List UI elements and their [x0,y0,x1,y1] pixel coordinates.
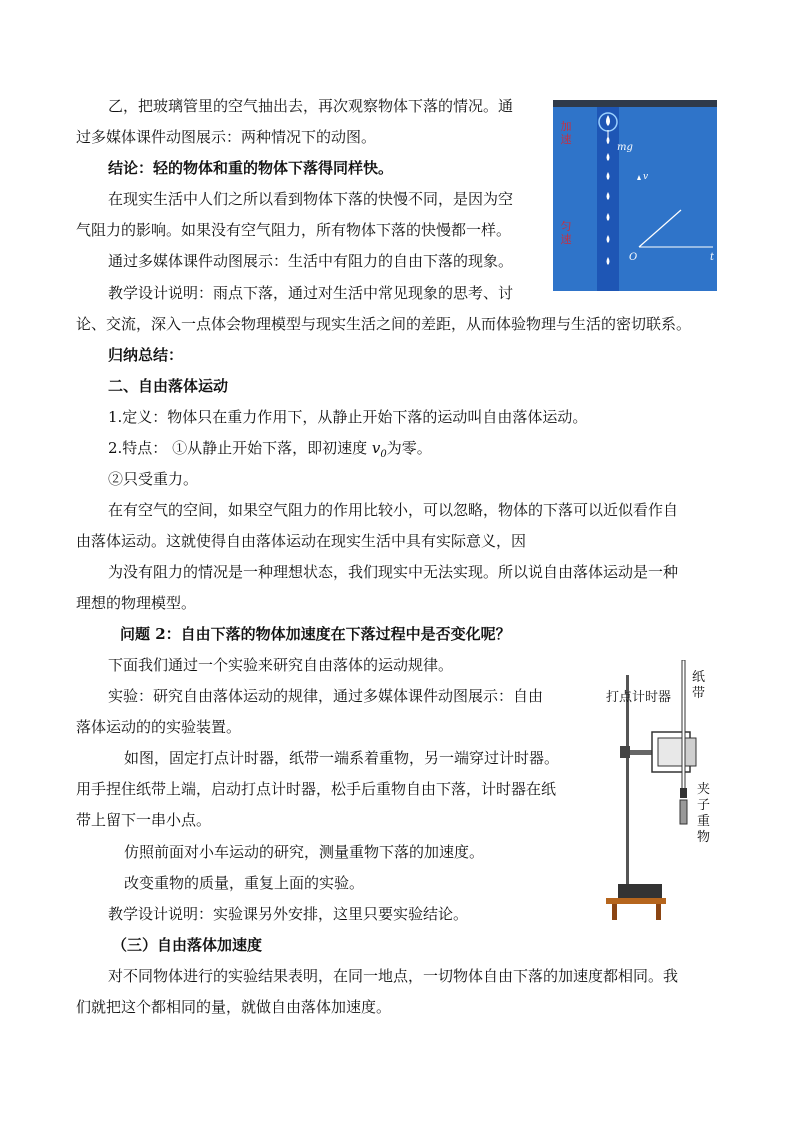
para-line: 对不同物体进行的实验结果表明，在同一地点，一切物体自由下落的加速度都相同。我 [108,967,679,985]
clamp-knob [620,746,630,758]
para-line: 通过多媒体课件动图展示：生活中有阻力的自由下落的现象。 [108,252,514,270]
question-heading: 问题 2：自由下落的物体加速度在下落过程中是否变化呢？ [120,625,511,643]
label-weight: 重物 [697,814,711,845]
para-line: 带上留下一串小点。 [76,811,212,829]
para-line: 用手捏住纸带上端，启动打点计时器，松手后重物自由下落，计时器在纸 [76,780,557,798]
weight [680,800,687,824]
label-origin: O [629,252,638,263]
label-mg: mg [617,142,633,153]
para-line: 在现实生活中人们之所以看到物体下落的快慢不同，是因为空 [108,190,514,208]
para-line: 们就把这个都相同的量，就做自由落体加速度。 [76,998,392,1016]
raindrop-figure [553,100,717,291]
conclusion: 结论：轻的物体和重的物体下落得同样快。 [108,159,394,177]
para-line: 由落体运动。这就使得自由落体运动在现实生活中具有实际意义，因 [76,532,527,550]
table-top [606,898,666,904]
para-line: 过多媒体课件动图展示：两种情况下的动图。 [76,128,377,146]
para-line: 为没有阻力的情况是一种理想状态，我们现实中无法实现。所以说自由落体运动是一种 [108,563,679,581]
stand-base [618,884,662,898]
paper-tape [682,660,685,790]
feature-suffix: 为零。 [386,439,432,457]
feature-prefix: 2.特点： ①从静止开始下落，即初速度 [108,439,372,457]
label-clip: 夹子 [697,782,711,813]
v0-subscript: 0 [380,449,387,460]
feature-line: ②只受重力。 [108,470,199,488]
timer-panel [658,738,684,766]
para-line: 落体运动的的实验装置。 [76,718,242,736]
clip [680,788,687,798]
label-uniform: 匀速 [560,220,572,246]
para-line: 教学设计说明：雨点下落，通过对生活中常见现象的思考、讨 [108,284,514,302]
label-timer: 打点计时器 [606,690,672,705]
para-line: 气阻力的影响。如果没有空气阻力，所有物体下落的快慢都一样。 [76,221,512,239]
label-t: t [710,252,715,263]
summary-heading: 归纳总结： [108,346,184,364]
table-leg [656,904,661,920]
para-line: 论、交流，深入一点体会物理模型与现实生活之间的差距，从而体验物理与生活的密切联系。 [76,315,692,333]
para-line: 实验：研究自由落体运动的规律，通过多媒体课件动图展示：自由 [108,687,544,705]
para-line: 在有空气的空间，如果空气阻力的作用比较小，可以忽略，物体的下落可以近似看作自 [108,501,679,519]
section-heading: （三）自由落体加速度 [112,936,263,954]
feature-line [108,438,432,465]
label-accelerating: 加速 [560,120,572,146]
para-line: 改变重物的质量，重复上面的实验。 [124,874,365,892]
stand-rod [626,675,629,885]
para-line: 如图，固定打点计时器，纸带一端系着重物，另一端穿过计时器。 [124,749,560,767]
para-line: 下面我们通过一个实验来研究自由落体的运动规律。 [108,656,454,674]
label-v: v [643,172,649,182]
timer-side [684,738,696,766]
table-leg [612,904,617,920]
figure-top-strip [553,100,717,107]
para-line: 理想的物理模型。 [76,594,197,612]
label-tape: 纸带 [692,670,706,701]
section-heading: 二、自由落体运动 [108,377,229,395]
para-line: 教学设计说明：实验课另外安排，这里只要实验结论。 [108,905,469,923]
para-line: 乙，把玻璃管里的空气抽出去，再次观察物体下落的情况。通 [108,97,514,115]
definition: 1.定义：物体只在重力作用下，从静止开始下落的运动叫自由落体运动。 [108,408,588,426]
v0-symbol: v [371,439,381,457]
para-line: 仿照前面对小车运动的研究，测量重物下落的加速度。 [124,843,485,861]
